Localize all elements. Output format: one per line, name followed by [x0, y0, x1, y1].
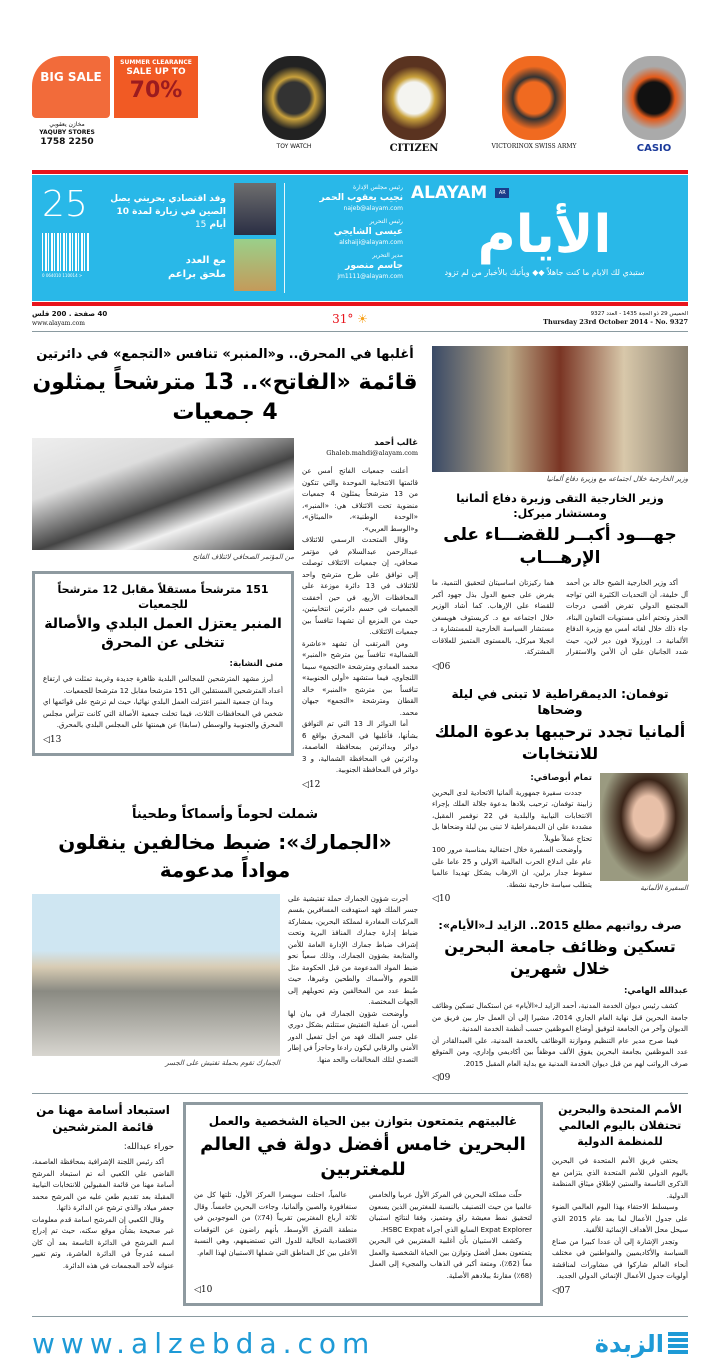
- terror-kicker: وزير الخارجية التقى وزيرة دفاع ألمانيا ومستشار ميركل:: [456, 492, 664, 520]
- university-author: عبدالله الهامي:: [623, 986, 688, 996]
- lead-body: أعلنت جمعيات الفاتح أمس عن قائمتها الانتخابية الموحدة والتي تتكون من 13 مترشحاً يمثلون 4 جمعيات منضوية تحت الائتلاف هي: «المنبر»، «الوحدة الوطنية»، «الميثاق»، و«الوسط العربي». وقال المتحدث الرسمي للائتلاف عبدالرحمن عبدالسلام في مؤتمر صحافي، إن جمعيات الائتلاف توصلت إلى توافق على طرح مترشح واحد للائتلاف في 13 دائرة موزعة على المحافظات الأربع، في حين أخفقت الجمعيات في حسم دائرتين انتخابيتين، حيث من المزمع أن تشهدا تنافساً بين جمعيات الائتلاف. ومن المرتقب أن تشهد «عاشرة الشمالية» تنافساً بين مترشح «المنبر» محمد العمادي ومترشحة «التجمع» سيما اللنجاوي، فيما ستشهد «أولى الجنوبية» تنافساً بين مترشح «المنبر» خالد القطان ومترشحة «التجمع» جيهان محمد. أما الدوائر الـ 13 التي تم التوافق بشأنها، فأغلبها في المحرق بواقع 6 دوائر وبدائرتين بمحافظة العاصمة، ودائرتين في المحافظة الشمالية، و 3 دوائر في المحافظة الجنوبية.: [302, 467, 418, 774]
- expats-headline[interactable]: البحرين خامس أفضل دولة في العالم للمغتربين: [200, 1134, 526, 1180]
- barcode: [42, 233, 90, 271]
- logo-en: ALAYAM: [411, 183, 488, 203]
- staff-email[interactable]: jm1111@alayam.com: [337, 273, 403, 280]
- masthead: [32, 175, 688, 301]
- staff-name: نجيب يعقوب الحمر: [319, 193, 403, 203]
- brand-casio: CASIO: [636, 143, 672, 154]
- un-article: [552, 1102, 688, 1296]
- university-kicker: صرف رواتبهم مطلع 2015.. الزايد لـ«الأيام»:: [438, 919, 682, 932]
- osama-headline[interactable]: استبعاد أسامة مهنا من قائمة المترشحين: [36, 1103, 170, 1134]
- customs-photo-caption: الجمارك تقوم بحملة تفتيش على الجسر: [165, 1058, 280, 1067]
- divider: [32, 331, 688, 332]
- price: 40 صفحة . 200 فلس: [32, 310, 108, 318]
- footer-logo: [595, 1329, 688, 1359]
- expats-box: [183, 1102, 543, 1306]
- page-ref[interactable]: ◁12: [302, 779, 321, 790]
- page-ref[interactable]: ◁09: [432, 1073, 451, 1083]
- page-ref[interactable]: ◁10: [194, 1285, 213, 1295]
- divider: [32, 1316, 688, 1317]
- sun-icon: ☀: [357, 311, 368, 326]
- terror-body: أكد وزير الخارجية الشيخ خالد بن أحمد آل خليفة، أن التحديات الكثيرة التي تواجه المجتمع الدولي تفرض أقصى درجات الحذر وتحتم أعلى مستويات التعاون البناء، جاء ذلك خلال لقائه أمس مع وزيرة الدفاع الألمانية د. اورزولا فون دير لاين، حيث شدد الجانبان على أن الأمن والاستقرار هما ركيزتان اساسيتان لتحقيق التنمية، ما يفرض على جميع الدول بذل جهود أكبر للقضاء على الإرهاب. كما أشاد الوزير خلال اجتماعه مع د. كريستوف هويسغن مستشار السياسة الخارجية للمستشارة د. انجيلا ميركل، بالمستوى المتميز للعلاقات المشتركة.: [432, 579, 688, 656]
- left-block: [32, 346, 418, 1067]
- municipal-author: منى النشابة:: [229, 659, 283, 669]
- logo-text: الزبدة: [594, 1330, 664, 1358]
- teaser-photo-supplement[interactable]: [234, 239, 276, 291]
- divider: [32, 1093, 688, 1094]
- bottom-section: [32, 1102, 688, 1306]
- date-en: Thursday 23rd October 2014 - No. 9327: [543, 318, 688, 326]
- slogan-b: ويأتيك بالأخبار من لم تزود: [444, 268, 530, 277]
- expats-kicker: غالبيتهم يتمتعون بتوازن بين الحياة الشخصية والعمل: [208, 1114, 518, 1128]
- osama-author: حوراء عبدالله:: [123, 1142, 174, 1152]
- customs-kicker: شملت لحوماً وأسماكاً وطحيناً: [131, 806, 319, 822]
- divider: [284, 183, 285, 293]
- page-ref[interactable]: ◁06: [432, 661, 451, 672]
- watch-casio: [622, 56, 686, 140]
- masthead-red-top: [32, 170, 688, 174]
- un-body: يحتفي فريق الأمم المتحدة في البحرين باليوم الدولي للأمم المتحدة الذي يتزامن مع الذكرى التاسعة والستين لإطلاق ميثاق المنظمة الدولية. وسيسلط الاحتفاء بهذا اليوم العالمي الضوء على جدول الأعمال لما بعد عام 2015 الذي سيحل محل الأهداف الإنمائية للألفية. وتجدر الإشارة إلى أن عددا كبيرا من صناع السياسة والأكاديميين والمواطنين في مختلف أنحاء العالم شاركوا في مشاورات لمناقشة أولويات جدول الأعمال الإنمائي الدولي الجديد.: [552, 1157, 688, 1280]
- anniversary-logo: 25: [42, 184, 88, 225]
- brand-citizen: CITIZEN: [389, 143, 439, 154]
- germany-photo-caption: السفيرة الألمانية: [640, 883, 688, 892]
- municipal-box: [32, 571, 294, 756]
- un-headline[interactable]: الأمم المتحدة والبحرين تحتفلان باليوم العالمي للمنظمة الدولية: [558, 1103, 682, 1148]
- municipal-headline[interactable]: المنبر يعتزل العمل البلدي والأصالة تتخلى عن المحرق: [44, 616, 282, 651]
- date-ar: الخميس 29 ذو الحجة 1435 - العدد 9327: [590, 311, 688, 317]
- university-body: كشف رئيس ديوان الخدمة المدنية، أحمد الزايد لـ«الأيام» عن استكمال تسكين وظائف جامعة البحرين قبل نهاية العام الجاري 2014، مشيرا إلى أن العمل جار بين فريق من الديوان وآخر من الجامعة لتوفيق أوضاع الموظفين حسب أنظمة الخدمة المدنية. فيما صرح مدير عام التنظيم وموازنة الوظائف بالخدمة المدنية، علي العبدالقادر أن عدد الموظفين بجامعة البحرين يفوق الألف موظفاً بين أكاديمي وإداري، ومن المتوقع صرف الرواتب لهم من قبل ديوان الخدمة المدنية مع بداية العام المقبل 2015.: [431, 1002, 689, 1068]
- slogan-a: ستبدي لك الايام ما كنت جاهلاً: [547, 268, 645, 277]
- customs-headline[interactable]: «الجمارك»: ضبط مخالفين ينقلون مواداً مدعومة: [58, 829, 392, 882]
- teaser-line: ملحق براعم: [167, 269, 226, 280]
- osama-article: [32, 1102, 174, 1272]
- store-logo: [32, 121, 102, 148]
- watch-gold: [262, 56, 326, 140]
- store-name-ar: مخازن يعقوبي: [49, 121, 85, 128]
- lead-email[interactable]: Ghaleb.mahdi@alayam.com: [326, 449, 418, 457]
- lead-author: غالب أحمد: [374, 438, 418, 448]
- ad-left: [32, 56, 198, 148]
- footer-website[interactable]: www.alzebda.com: [32, 1327, 376, 1360]
- customs-body: أجرت شؤون الجمارك حملة تفتيشية على جسر الملك فهد استهدفت المسافرين بقسم المركبات المغادرة لمملكة البحرين، بمشاركة ضباط إدارة جمارك المنافذ البرية وتحت إشراف ضباط جمارك الإدارة العامة للأمن والمتابعة بشؤون الجمارك، وذلك سعياً نحو ضبط المواد المدعومة من قبل الحكومة مثل اللحوم والأسماك والطحين وغيرها، حيث ضُبط عدد من المخالفين وتم تحويلهم إلى الجهات المختصة. وأوضحت شؤون الجمارك في بيان لها أمس، أن عملية التفتيش ستتلتم بشكل دوري على جسر الملك فهد من أجل تفعيل الدور الأمني والرقابي ليكون رادعا وحاجزاً في إطار التصدي لتلك المخالفات والحد منها.: [288, 894, 418, 1064]
- teaser-photo-delegation[interactable]: [234, 183, 276, 235]
- weather-temperature: 31° ☀: [332, 311, 368, 326]
- staff-role: رئيس مجلس الإدارة: [352, 184, 403, 191]
- lead-photo[interactable]: [32, 438, 294, 550]
- teaser-text: وفد اقتصادي بحريني يصل الصين في زيارة لمدة 10 أيام: [110, 194, 226, 230]
- right-block: [432, 346, 688, 1083]
- masthead-left: [42, 183, 98, 279]
- watch-victorinox: [502, 56, 566, 140]
- terror-photo[interactable]: [432, 346, 688, 472]
- infobar: [32, 306, 688, 331]
- barcode-number: 0 064010 110014 >: [42, 273, 83, 278]
- ad-banner[interactable]: [32, 56, 688, 160]
- sale-line2: SALE UP TO: [126, 67, 186, 77]
- ar-badge[interactable]: AR: [495, 188, 509, 198]
- masthead-teasers: [106, 193, 226, 282]
- germany-kicker: توفمان: الديمقراطية لا تبنى في ليلة وضحاها: [451, 686, 669, 717]
- teaser-delegation[interactable]: [106, 193, 226, 232]
- main-section: [32, 346, 688, 1083]
- sale-panel: [114, 56, 198, 118]
- staff-email[interactable]: alshaiji@alayam.com: [339, 239, 403, 246]
- store-name-en: YAQUBY STORES: [39, 129, 95, 136]
- germany-author: تمام أبوصافي:: [530, 772, 592, 783]
- staff-role: مدير التحرير: [372, 252, 403, 259]
- brand-victorinox: VICTORINOX SWISS ARMY: [491, 143, 577, 150]
- staff-list: [293, 183, 403, 281]
- municipal-body: أبرز مشهد المترشحين للمجالس البلدية ظاهرة جديدة وغريبة تمثلت في ارتفاع أعداد المترشحين المستقلين الى 151 مترشحا مقابل 12 مترشحا للجمعيات. وبدا ان جمعية المنبر اعتزلت العمل البلدي نهائيا، حيث لم ترشح على قوائمها اي شخص في المحافظات الثلاث، فيما تخلت جمعية الأصالة التي كانت تترأس مجلس المحرق والجنوبية والوسطى (سابقا) عن هيمنتها على المجلس البلدي بالمحرق.: [43, 675, 283, 729]
- brand-toywatch: TOY WATCH: [276, 143, 312, 150]
- staff-name: عيسى الشايجي: [333, 227, 403, 237]
- germany-headline[interactable]: ألمانيا تجدد ترحيبها بدعوة الملك للانتخابات: [434, 721, 686, 763]
- sale-badge: BIG SALE: [32, 56, 110, 118]
- germany-photo[interactable]: [600, 773, 688, 881]
- terror-headline[interactable]: جهـــود أكبــر للقضـــاء على الإرهـــاب: [443, 525, 677, 568]
- lead-text-column: [302, 438, 418, 790]
- store-phone: 1758 2250: [40, 137, 94, 147]
- terror-photo-caption: وزير الخارجية خلال اجتماعه مع وزيرة دفاع ألمانيا: [546, 475, 688, 483]
- page-ref[interactable]: ◁07: [552, 1285, 571, 1296]
- menu-lines-icon: [668, 1332, 688, 1356]
- website[interactable]: www.alayam.com: [32, 320, 85, 327]
- university-headline[interactable]: تسكين وظائف جامعة البحرين خلال شهرين: [444, 937, 676, 978]
- sale-percent: 70%: [129, 78, 183, 103]
- lead-photo-caption: من المؤتمر الصحافي لائتلاف الفاتح: [192, 553, 294, 561]
- staff-name: جاسم منصور: [345, 261, 403, 271]
- page-ref[interactable]: ◁10: [432, 894, 451, 904]
- expats-body: حلّت مملكة البحرين في المركز الأول عربيا والخامس عالميا من حيث التصنيف بالنسبة للمغتربين الذين يسعون لتحقيق نمط معيشة راق ومتميز، وفقا لنتائج استبيان Expat Explorer السابع الذي أجراه HSBC Expat. وكشف الاستبيان بأن أغلبية المغتربين في البحرين يتمتعون بعمل أفضل وتوازن بين الحياة الشخصية والعمل معاً (62٪)، ومتعة أكبر في الذهاب والمجيء إلى العمل (68٪) مقارنةً ببلادهم الأصلية. عالمياً، احتلت سويسرا المركز الأول، تلتها كل من سنغافورة والصين وألمانيا، وجاءت البحرين خامساً. وقال ثلاثة أرباع المغتربين تقريباً (74٪) من الموجودين في منطقة الشرق الأوسط، بأنهم راضون عن التوقعات الاقتصادية الحالية للدول التي تستضيفهم، وهي النسبة الأعلى بين كل المناطق التي شملها الاستبيان لهذا العام.: [194, 1191, 532, 1280]
- masthead-logo-area: [411, 183, 678, 278]
- staff-role: رئيس التحرير: [369, 218, 403, 225]
- masthead-photos: [234, 183, 276, 291]
- watch-citizen: [382, 56, 446, 140]
- lead-headline[interactable]: قائمة «الفاتح».. 13 مترشحاً يمثلون 4 جمعيات: [32, 370, 418, 425]
- germany-body: جددت سفيرة جمهورية ألمانيا الاتحادية لدى البحرين زابينة توفمان، ترحيب بلادها بدعوة جلالة الملك بإجراء الانتخابات النيابية والبلدية في 22 نوفمبر المقبل، مشددة على ان الديمقراطية لا تبنى بين ليلة وضحاها بل تحتاج عملاً طويلاً. وأوضحت السفيرة خلال احتفالية بمناسبة مرور 100 عام على اندلاع الحرب العالمية الاولى و 25 عاما على سقوط جدار برلين، ان الارهاب يشكل تهديدا عالميا يتطلب سياسة خارجية نشطة.: [432, 788, 592, 889]
- logo-ar: الأيام: [477, 205, 612, 265]
- footer: [32, 1327, 688, 1361]
- sale-line1: SUMMER CLEARANCE: [120, 59, 192, 66]
- municipal-kicker: 151 مترشحاً مستقلاً مقابل 12 مترشحاً للجمعيات: [57, 583, 269, 611]
- lead-center: [32, 438, 294, 756]
- lead-kicker: أغلبها في المحرق.. و«المنبر» تنافس «التجمع» في دائرتين: [36, 347, 414, 362]
- slogan: ستبدي لك الايام ما كنت جاهلاً ◆◆ ويأتيك بالأخبار من لم تزود: [444, 268, 645, 277]
- customs-photo[interactable]: [32, 894, 280, 1056]
- page-ref: 15: [194, 220, 207, 230]
- page-ref[interactable]: ◁13: [43, 734, 62, 745]
- watches: [244, 56, 704, 154]
- teaser-supplement[interactable]: [106, 254, 226, 282]
- teaser-line: مع العدد: [185, 255, 226, 266]
- osama-body: أكد رئيس اللجنة الإشرافية بمحافظة العاصمة، القاضي علي الكعبي أنه تم استبعاد المرشح أسامة مهنا من قائمة المقبولين للانتخابات النيابية المقبلة بعد تقديم طعن عليه من المرشح محمد جعفر ميلاد والذي ترشح عن الدائرة ذاتها. وقال الكعبي إن المرشح اسامة قدم معلومات غير صحيحة بشأن موقع سكنه، حيث تم إدراج اسم المرشح في الدائرة التاسعة بعد أن كان اسمه مُدرجاً في الدائرة العاشرة، وتم تغيير عنوانه لأحد المجمعات في هذه الدائرة.: [32, 1158, 174, 1270]
- staff-email[interactable]: najeb@alayam.com: [343, 205, 403, 212]
